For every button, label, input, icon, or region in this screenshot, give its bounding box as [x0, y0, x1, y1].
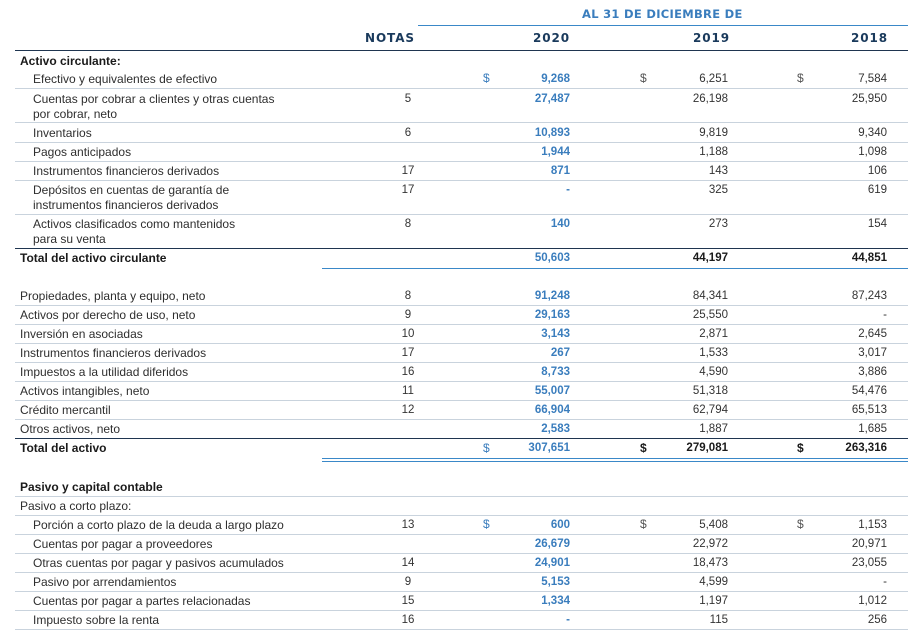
value-2020: 600 — [550, 519, 570, 531]
value-2019: 1,533 — [699, 347, 728, 359]
currency-symbol: $ — [640, 441, 647, 455]
note-ref: 13 — [401, 519, 415, 531]
row-label: Cuentas por cobrar a clientes y otras cuentas — [33, 92, 275, 106]
value-2019: 25,550 — [692, 309, 728, 321]
value-2018: 20,971 — [851, 538, 887, 550]
value-2019: 51,318 — [692, 385, 728, 397]
note-ref: 15 — [401, 595, 415, 607]
value-2018: 7,584 — [858, 73, 887, 85]
row-label-continued: por cobrar, neto — [33, 107, 118, 121]
value-2018: 263,316 — [845, 442, 887, 454]
value-2020: - — [566, 614, 570, 626]
row-label: Crédito mercantil — [20, 403, 111, 417]
total-label: Total del activo circulante — [20, 251, 167, 265]
value-2020: 24,901 — [534, 557, 570, 569]
value-2019: 2,871 — [699, 328, 728, 340]
value-2020: 5,153 — [541, 576, 570, 588]
total-rule-bottom — [322, 268, 908, 269]
value-2019: 4,590 — [699, 366, 728, 378]
value-2018: 54,476 — [851, 385, 887, 397]
value-2018: - — [883, 576, 887, 588]
row-label: Pagos anticipados — [33, 145, 132, 159]
note-ref: 12 — [401, 404, 415, 416]
note-ref: 14 — [401, 557, 415, 569]
row-divider — [15, 515, 908, 516]
row-label: Otros activos, neto — [20, 422, 121, 436]
header-rule — [15, 50, 908, 51]
value-2020: 29,163 — [534, 309, 570, 321]
value-2020: 267 — [550, 347, 570, 359]
row-divider — [15, 553, 908, 554]
value-2020: 1,334 — [541, 595, 570, 607]
row-divider — [15, 180, 908, 181]
total-rule-top — [15, 438, 908, 439]
row-label: Inventarios — [33, 126, 92, 140]
value-2018: 65,513 — [851, 404, 887, 416]
row-divider — [15, 214, 908, 215]
value-2018: - — [883, 309, 887, 321]
value-2019: 1,887 — [699, 423, 728, 435]
row-label: Activos por derecho de uso, neto — [20, 308, 196, 322]
value-2019: 62,794 — [692, 404, 728, 416]
row-label: Porción a corto plazo de la deuda a largo plazo — [33, 518, 284, 532]
row-label: Pasivo por arrendamientos — [33, 575, 177, 589]
value-2018: 87,243 — [851, 290, 887, 302]
row-label-continued: para su venta — [33, 232, 106, 246]
value-2019: 18,473 — [692, 557, 728, 569]
value-2020: 2,583 — [541, 423, 570, 435]
row-label-continued: instrumentos financieros derivados — [33, 198, 219, 212]
row-label: Depósitos en cuentas de garantía de — [33, 183, 230, 197]
value-2020: 9,268 — [541, 73, 570, 85]
note-ref: 8 — [404, 290, 412, 302]
subsection-label: Pasivo a corto plazo: — [20, 499, 132, 513]
row-divider — [15, 161, 908, 162]
note-ref: 16 — [401, 366, 415, 378]
period-header-rule — [418, 25, 908, 26]
row-label: Activos clasificados como mantenidos — [33, 217, 236, 231]
year-2018-header: 2018 — [851, 31, 888, 45]
value-2018: 1,685 — [858, 423, 887, 435]
year-2020-header: 2020 — [533, 31, 570, 45]
row-divider — [15, 610, 908, 611]
value-2019: 115 — [709, 614, 728, 626]
currency-symbol: $ — [640, 71, 647, 85]
total-rule-top — [15, 248, 908, 249]
value-2018: 9,340 — [858, 127, 887, 139]
value-2018: 3,017 — [858, 347, 887, 359]
note-ref: 11 — [402, 385, 414, 397]
value-2020: 307,651 — [528, 442, 570, 454]
value-2018: 2,645 — [858, 328, 887, 340]
value-2020: 55,007 — [534, 385, 570, 397]
value-2019: 325 — [708, 184, 728, 196]
value-2018: 23,055 — [851, 557, 887, 569]
currency-symbol: $ — [483, 71, 490, 85]
note-ref: 9 — [404, 576, 412, 588]
note-ref: 6 — [404, 127, 412, 139]
row-divider — [15, 534, 908, 535]
value-2020: 27,487 — [534, 93, 570, 105]
note-ref: 17 — [401, 184, 415, 196]
value-2019: 5,408 — [699, 519, 728, 531]
value-2018: 106 — [867, 165, 887, 177]
currency-symbol: $ — [797, 441, 804, 455]
note-ref: 9 — [404, 309, 412, 321]
value-2019: 6,251 — [699, 73, 728, 85]
value-2020: 91,248 — [534, 290, 570, 302]
total-rule-bottom — [322, 458, 908, 459]
row-label: Propiedades, planta y equipo, neto — [20, 289, 206, 303]
value-2019: 273 — [708, 218, 728, 230]
value-2018: 44,851 — [851, 252, 887, 264]
value-2019: 26,198 — [692, 93, 728, 105]
row-divider — [15, 629, 908, 630]
value-2019: 22,972 — [692, 538, 728, 550]
row-divider — [15, 122, 908, 123]
value-2020: 10,893 — [534, 127, 570, 139]
value-2019: 1,197 — [699, 595, 728, 607]
row-divider — [15, 324, 908, 325]
value-2018: 3,886 — [858, 366, 887, 378]
value-2020: 50,603 — [534, 252, 570, 264]
row-label: Impuestos a la utilidad diferidos — [20, 365, 189, 379]
total-label: Total del activo — [20, 441, 107, 455]
value-2018: 1,012 — [858, 595, 887, 607]
row-label: Instrumentos financieros derivados — [33, 164, 220, 178]
value-2018: 1,098 — [858, 146, 887, 158]
section-label: Pasivo y capital contable — [20, 480, 163, 494]
value-2020: 3,143 — [541, 328, 570, 340]
year-2019-header: 2019 — [693, 31, 730, 45]
value-2019: 44,197 — [692, 252, 728, 264]
notas-header: NOTAS — [365, 31, 415, 45]
value-2019: 1,188 — [699, 146, 728, 158]
row-divider — [15, 591, 908, 592]
period-header: AL 31 DE DICIEMBRE DE — [582, 7, 743, 21]
value-2020: 8,733 — [541, 366, 570, 378]
note-ref: 17 — [401, 165, 415, 177]
note-ref: 16 — [401, 614, 415, 626]
value-2018: 1,153 — [858, 519, 887, 531]
row-divider — [15, 305, 908, 306]
currency-symbol: $ — [640, 517, 647, 531]
value-2019: 279,081 — [686, 442, 728, 454]
row-divider — [15, 496, 908, 497]
row-label: Otras cuentas por pagar y pasivos acumulados — [33, 556, 284, 570]
currency-symbol: $ — [483, 441, 490, 455]
value-2019: 143 — [708, 165, 728, 177]
value-2020: 871 — [550, 165, 570, 177]
row-label: Efectivo y equivalentes de efectivo — [33, 72, 218, 86]
row-label: Cuentas por pagar a proveedores — [33, 537, 213, 551]
value-2018: 256 — [867, 614, 887, 626]
value-2020: 26,679 — [534, 538, 570, 550]
value-2018: 154 — [867, 218, 887, 230]
note-ref: 10 — [401, 328, 415, 340]
row-divider — [15, 88, 908, 89]
value-2018: 25,950 — [851, 93, 887, 105]
value-2020: - — [566, 184, 570, 196]
total-rule-bottom-double — [322, 461, 908, 462]
row-divider — [15, 343, 908, 344]
currency-symbol: $ — [797, 71, 804, 85]
row-divider — [15, 400, 908, 401]
row-label: Cuentas por pagar a partes relacionadas — [33, 594, 251, 608]
value-2020: 1,944 — [541, 146, 570, 158]
note-ref: 5 — [404, 93, 412, 105]
row-label: Impuesto sobre la renta — [33, 613, 160, 627]
row-divider — [15, 572, 908, 573]
note-ref: 17 — [401, 347, 415, 359]
value-2020: 140 — [550, 218, 570, 230]
value-2020: 66,904 — [534, 404, 570, 416]
value-2018: 619 — [867, 184, 887, 196]
row-divider — [15, 142, 908, 143]
note-ref: 8 — [404, 218, 412, 230]
row-label: Activos intangibles, neto — [20, 384, 150, 398]
row-divider — [15, 419, 908, 420]
row-label: Instrumentos financieros derivados — [20, 346, 207, 360]
value-2019: 4,599 — [699, 576, 728, 588]
row-divider — [15, 381, 908, 382]
value-2019: 84,341 — [692, 290, 728, 302]
currency-symbol: $ — [483, 517, 490, 531]
row-label: Inversión en asociadas — [20, 327, 143, 341]
section-label: Activo circulante: — [20, 54, 121, 68]
currency-symbol: $ — [797, 517, 804, 531]
row-divider — [15, 362, 908, 363]
value-2019: 9,819 — [699, 127, 728, 139]
